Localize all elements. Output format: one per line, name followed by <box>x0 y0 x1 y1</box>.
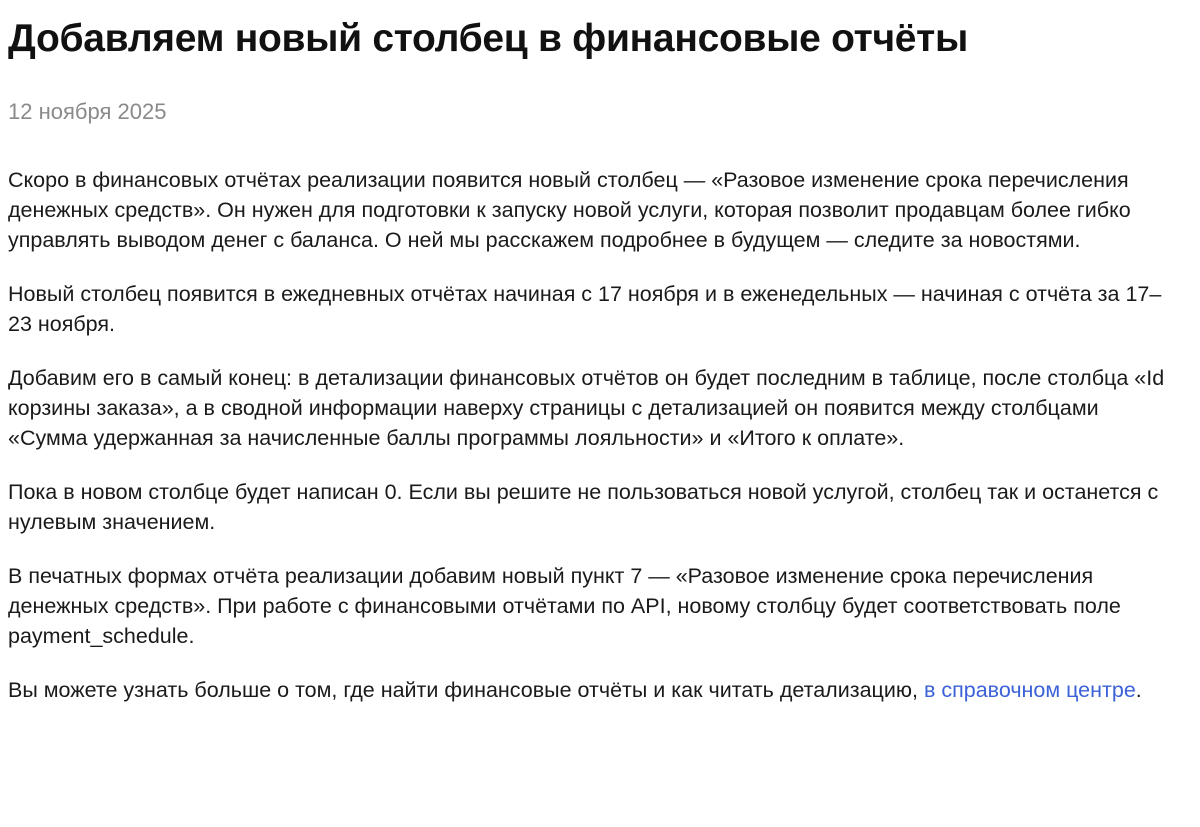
paragraph-placement: Добавим его в самый конец: в детализации финансовых отчётов он будет последним в таблице, после столбца «Id корзины заказа», а в сводной информации наверху страницы с детализацией он появится между столбцами «Сумма удержанная за начисленные баллы программы лояльности» и «Итого к оплате». <box>8 366 1165 450</box>
paragraph-help-center <box>8 675 1184 705</box>
article-title: Добавляем новый столбец в финансовые отчёты <box>8 17 968 60</box>
paragraph-zero-value: Пока в новом столбце будет написан 0. Если вы решите не пользоваться новой услугой, столбец так и останется с нулевым значением. <box>8 480 1159 534</box>
help-text: Вы можете узнать больше о том, где найти финансовые отчёты и как читать детализацию, <box>8 678 924 702</box>
publish-date: 12 ноября 2025 <box>8 99 167 124</box>
help-center-link[interactable]: в справочном центре <box>923 678 1136 702</box>
paragraph-intro: Скоро в финансовых отчётах реализации появится новый столбец — «Разовое изменение срока перечисления денежных средств». Он нужен для подготовки к запуску новой услуги, которая позволит продавцам более гибко управлять выводом денег с баланса. О ней мы расскажем подробнее в будущем — следите за новостями. <box>8 168 1131 252</box>
help-text-end: . <box>1135 678 1142 702</box>
paragraph-dates: Новый столбец появится в ежедневных отчётах начиная с 17 ноября и в еженедельных — начиная с отчёта за 17–23 ноября. <box>8 282 1162 336</box>
paragraph-print-forms: В печатных формах отчёта реализации добавим новый пункт 7 — «Разовое изменение срока перечисления денежных средств». При работе с финансовыми отчётами по API, новому столбцу будет соответствовать поле payment_schedule. <box>8 564 1121 648</box>
